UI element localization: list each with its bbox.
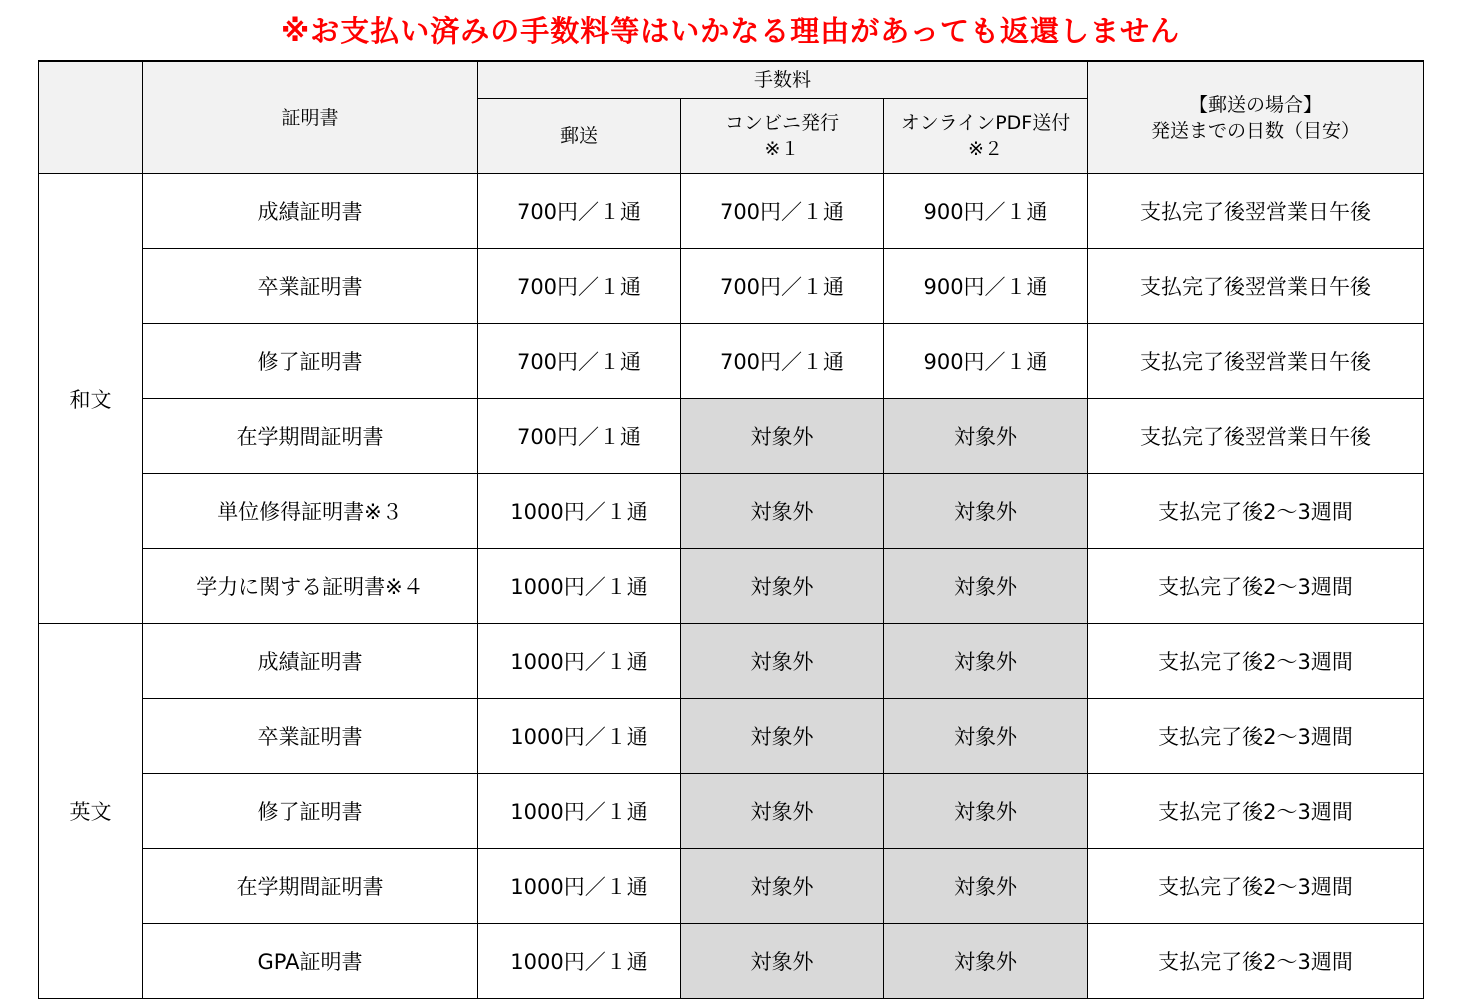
online-fee-cell: 対象外 [884,849,1088,924]
header-certificate: 証明書 [143,61,478,174]
days-cell: 支払完了後2～3週間 [1088,774,1424,849]
days-cell: 支払完了後2～3週間 [1088,474,1424,549]
certificate-name-cell: 卒業証明書 [143,699,478,774]
convenience-fee-cell: 対象外 [681,474,884,549]
table-row [39,774,1424,849]
convenience-fee-cell: 対象外 [681,924,884,999]
certificate-name-cell: 学力に関する証明書※４ [143,549,478,624]
convenience-fee-cell: 対象外 [681,774,884,849]
mail-fee-cell: 700円／１通 [478,399,681,474]
certificate-name-cell: 卒業証明書 [143,249,478,324]
table-row [39,474,1424,549]
header-online-line1: オンラインPDF送付 [900,112,1071,134]
fee-table-body [39,174,1424,999]
header-fee-group: 手数料 [478,61,1088,99]
certificate-name-cell: GPA証明書 [143,924,478,999]
mail-fee-cell: 1000円／１通 [478,549,681,624]
mail-fee-cell: 700円／１通 [478,324,681,399]
days-cell: 支払完了後2～3週間 [1088,699,1424,774]
online-fee-cell: 900円／１通 [884,174,1088,249]
mail-fee-cell: 700円／１通 [478,174,681,249]
days-cell: 支払完了後翌営業日午後 [1088,174,1424,249]
mail-fee-cell: 1000円／１通 [478,849,681,924]
table-row [39,399,1424,474]
convenience-fee-cell: 対象外 [681,549,884,624]
online-fee-cell: 900円／１通 [884,324,1088,399]
online-fee-cell: 対象外 [884,924,1088,999]
online-fee-cell: 対象外 [884,474,1088,549]
mail-fee-cell: 1000円／１通 [478,699,681,774]
table-row [39,549,1424,624]
table-row [39,699,1424,774]
certificate-name-cell: 単位修得証明書※３ [143,474,478,549]
certificate-name-cell: 修了証明書 [143,324,478,399]
certificate-name-cell: 成績証明書 [143,174,478,249]
table-row [39,849,1424,924]
header-convenience-line1: コンビニ発行 [724,112,839,134]
header-days-line2: 発送までの日数（目安） [1151,119,1361,142]
mail-fee-cell: 1000円／１通 [478,924,681,999]
convenience-fee-cell: 対象外 [681,699,884,774]
days-cell: 支払完了後翌営業日午後 [1088,249,1424,324]
table-row [39,174,1424,249]
days-cell: 支払完了後2～3週間 [1088,849,1424,924]
mail-fee-cell: 700円／１通 [478,249,681,324]
days-cell: 支払完了後翌営業日午後 [1088,324,1424,399]
mail-fee-cell: 1000円／１通 [478,774,681,849]
days-cell: 支払完了後2～3週間 [1088,549,1424,624]
refund-notice: ※お支払い済みの手数料等はいかなる理由があっても返還しません [281,14,1180,48]
online-fee-cell: 対象外 [884,399,1088,474]
header-days-line1: 【郵送の場合】 [1189,93,1323,116]
online-fee-cell: 対象外 [884,549,1088,624]
certificate-name-cell: 成績証明書 [143,624,478,699]
online-fee-cell: 対象外 [884,624,1088,699]
convenience-fee-cell: 対象外 [681,399,884,474]
convenience-fee-cell: 700円／１通 [681,249,884,324]
fee-table-header [39,61,1424,174]
mail-fee-cell: 1000円／１通 [478,624,681,699]
group-label: 英文 [39,624,143,999]
online-fee-cell: 対象外 [884,774,1088,849]
online-fee-cell: 対象外 [884,699,1088,774]
table-row [39,924,1424,999]
header-convenience-line2: ※１ [764,138,800,160]
days-cell: 支払完了後2～3週間 [1088,924,1424,999]
header-online-line2: ※２ [968,138,1003,160]
days-cell: 支払完了後2～3週間 [1088,624,1424,699]
certificate-name-cell: 在学期間証明書 [143,399,478,474]
online-fee-cell: 900円／１通 [884,249,1088,324]
header-blank [39,61,143,174]
table-row [39,624,1424,699]
convenience-fee-cell: 対象外 [681,849,884,924]
table-row [39,249,1424,324]
group-label: 和文 [39,174,143,624]
table-row [39,324,1424,399]
header-mail: 郵送 [478,99,681,174]
certificate-name-cell: 修了証明書 [143,774,478,849]
convenience-fee-cell: 700円／１通 [681,174,884,249]
header-convenience [681,99,884,174]
days-cell: 支払完了後翌営業日午後 [1088,399,1424,474]
fee-table [38,60,1424,999]
convenience-fee-cell: 対象外 [681,624,884,699]
mail-fee-cell: 1000円／１通 [478,474,681,549]
header-days [1088,61,1424,174]
convenience-fee-cell: 700円／１通 [681,324,884,399]
header-online [884,99,1088,174]
certificate-name-cell: 在学期間証明書 [143,849,478,924]
